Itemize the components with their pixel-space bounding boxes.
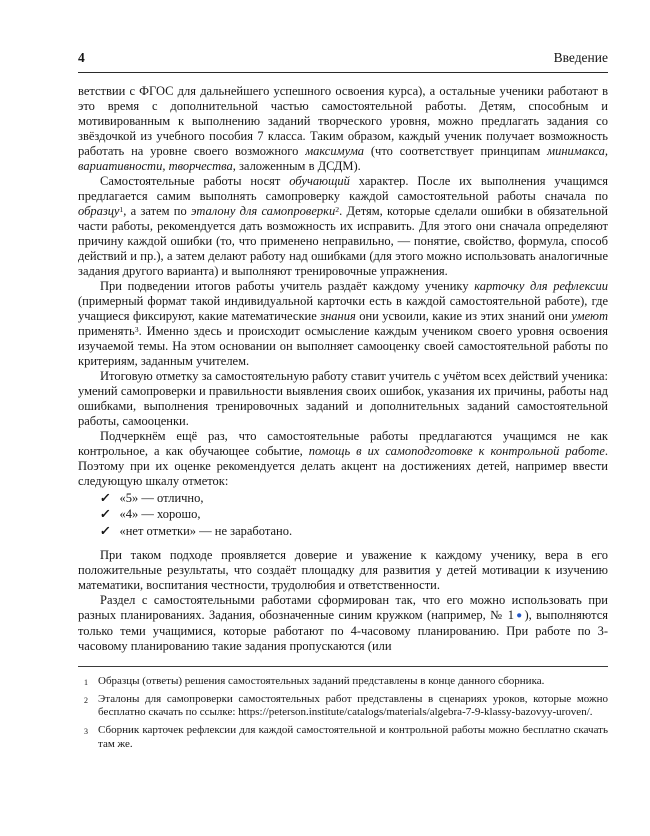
footnote-marker: 1	[84, 677, 88, 687]
text-run: При подведении итогов работы учитель раздаёт каждому ученику	[100, 279, 475, 293]
blue-circle-icon: ●	[515, 610, 524, 622]
footnote-text: Сборник карточек рефлексии для каждой самостоятельной и контрольной работы можно бесплатно скачать там же.	[98, 724, 608, 750]
text-run: Самостоятельные работы носят	[100, 174, 290, 188]
text-run: . Поэтому при их оценке рекомендуется делать акцент на достижениях детей, например ввести следующую шкалу отметок:	[78, 444, 608, 488]
checkmark-icon: ✓	[99, 507, 112, 521]
paragraph	[78, 84, 608, 174]
text-run: применять	[78, 324, 135, 338]
footnote	[84, 675, 608, 689]
emphasis-text: образцу	[78, 204, 120, 218]
emphasis-text: минимакса, вариативности, творчества	[78, 144, 608, 173]
text-run: . Детям, которые сделали ошибки в обязательной части работы, рекомендуется дать возможность их исправить. Для этого они сначала определяют причину каждой ошибки (то, что применено неправильно, — понятие, свойство, формула, способ действий и пр.), а затем делают работу над ошибками (для этого можно использовать аналогичные задания другого варианта) и выполняют тренировочные упражнения.	[78, 204, 608, 278]
header-title: Введение	[553, 50, 608, 65]
text-run: характер. После их выполнения учащимся предлагается самим выполнять самопроверку каждой самостоятельной работы сначала по	[78, 174, 609, 203]
footnote	[84, 724, 608, 751]
text-run: При таком подходе проявляется доверие и уважение к каждому ученику, вера в его положительные результаты, что создаёт площадку для развития у детей мотивации к изучению математики, воспитания честности, трудолюбия и ответственности.	[78, 547, 608, 592]
text-run: ветствии с ФГОС для дальнейшего успешного освоения курса), а остальные ученики работают в это время с дополнительной частью самостоятельной работы. Детям, способным и мотивированным к выполнению заданий творческого уровня, можно предлагать задания со звёздочкой из учебного пособия 7 класса. Таким образом, каждый ученик получает возможность работать на уровне своего возможного	[78, 84, 608, 158]
paragraph	[78, 548, 608, 593]
footnote-marker: 3	[84, 727, 88, 737]
text-run: Итоговую отметку за самостоятельную работу ставит учитель с учётом всех действий ученика: умений самопроверки и правильности выявления своих ошибок, указания их причины, работы над ошибками, выполнения тренировочных заданий и дополнительных заданий самостоятельной работы, самооценки.	[78, 369, 608, 428]
footnotes	[78, 675, 608, 752]
text-run: «нет отметки» — не заработано.	[119, 523, 293, 538]
emphasis-text: знания	[320, 309, 356, 323]
text-run: . Именно здесь и происходит осмысление каждым учеником своего уровня освоения изучаемой темы. На этом основании он выполняет самооценку своей самостоятельной работы по критериям, заданным учителем.	[78, 324, 608, 368]
body-text	[78, 84, 608, 654]
bullet-item	[78, 491, 608, 506]
text-run: Подчеркнём ещё раз, что самостоятельные работы предлагаются учащимся не как контрольное, а как обучающее событие,	[78, 429, 608, 458]
text-run: (примерный формат такой индивидуальной карточки есть в каждой самостоятельной работе), где учащиеся фиксируют, какие математические	[78, 294, 608, 323]
text-run: «5» — отлично,	[119, 490, 204, 505]
footnote-ref: 3	[134, 324, 139, 334]
footnote-text: Эталоны для самопроверки самостоятельных работ представлены в сценариях уроков, которые можно бесплатно скачать по ссылке: https://peterson.institute/catalogs/materials/algebra-7-9-klassy-bazovyy-uroven/.	[98, 692, 608, 719]
footnote-text: Образцы (ответы) решения самостоятельных заданий представлены в конце данного сборника.	[98, 674, 545, 687]
header-rule	[78, 72, 608, 73]
text-run: они усвоили, какие из этих знаний они	[355, 309, 572, 323]
emphasis-text: карточку для рефлексии	[474, 279, 609, 293]
paragraph	[78, 174, 608, 279]
text-run: (что соответствует принципам	[364, 144, 548, 158]
footnote-ref: 1	[119, 204, 124, 214]
text-run: , а затем по	[123, 204, 191, 218]
text-run: , заложенным в ДСДМ).	[232, 159, 361, 173]
emphasis-text: максимума	[305, 144, 365, 158]
page-number: 4	[78, 50, 85, 65]
text-run: ), выполняются только теми учащимися, которые работают по 4-часовому планированию. При работе по 3-часовому планированию такие задания пропускаются (или	[78, 607, 608, 653]
paragraph	[78, 279, 608, 369]
footnote	[84, 693, 608, 720]
checkmark-icon: ✓	[99, 490, 112, 505]
checkmark-icon: ✓	[99, 523, 112, 538]
bullet-item	[78, 524, 608, 539]
emphasis-text: обучающий	[289, 174, 350, 188]
paragraph	[78, 429, 608, 489]
paragraph	[78, 593, 608, 654]
emphasis-text: помощь в их самоподготовке к контрольной работе	[308, 444, 605, 458]
text-run: «4» — хорошо,	[119, 507, 201, 521]
bullet-item	[78, 507, 608, 522]
paragraph	[78, 369, 608, 429]
page-header	[78, 50, 608, 66]
text-run: Раздел с самостоятельными работами сформирован так, что его можно использовать при разных планированиях. Задания, обозначенные синим кружком (например, № 1	[78, 592, 608, 622]
emphasis-text: эталону для самопроверки	[190, 204, 336, 218]
emphasis-text: умеют	[571, 309, 608, 323]
footnote-rule	[78, 666, 608, 667]
footnote-marker: 2	[84, 695, 88, 705]
footnote-ref: 2	[335, 204, 340, 214]
